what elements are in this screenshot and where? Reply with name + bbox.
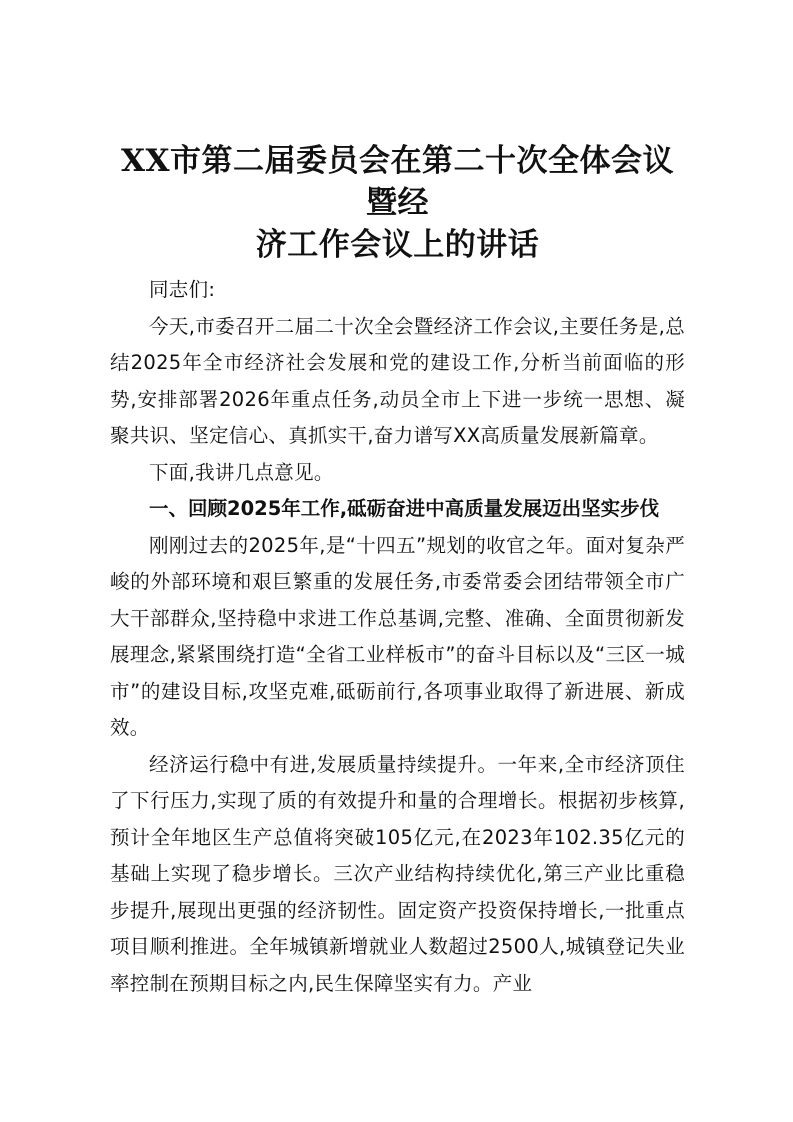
intro-paragraph: 今天,市委召开二届二十次全会暨经济工作会议,主要任务是,总结2025年全市经济社会发展和党的建设工作,分析当前面临的形势,安排部署2026年重点任务,动员全市上下进一步统一思想、凝聚共识、坚定信心、真抓实干,奋力谱写XX高质量发展新篇章。 xyxy=(110,314,685,447)
document-page xyxy=(110,140,685,1002)
economy-paragraph: 经济运行稳中有进,发展质量持续提升。一年来,全市经济顶住了下行压力,实现了质的有效提升和量的合理增长。根据初步核算,预计全年地区生产总值将突破105亿元,在2023年102.35亿元的基础上实现了稳步增长。三次产业结构持续优化,第三产业比重稳步提升,展现出更强的经济韧性。固定资产投资保持增长,一批重点项目顺利推进。全年城镇新增就业人数超过2500人,城镇登记失业率控制在预期目标之内,民生保障坚实有力。产业 xyxy=(110,752,685,995)
review-paragraph: 刚刚过去的2025年,是“十四五”规划的收官之年。面对复杂严峻的外部环境和艰巨繁重的发展任务,市委常委会团结带领全市广大干部群众,坚持稳中求进工作总基调,完整、准确、全面贯彻新发展理念,紧紧围绕打造“全省工业样板市”的奋斗目标以及“三区一城市”的建设目标,攻坚克难,砥砺前行,各项事业取得了新进展、新成效。 xyxy=(110,533,685,739)
title-line-1: XX市第二届委员会在第二十次全体会议暨经 xyxy=(120,143,675,221)
document-title xyxy=(110,140,685,266)
salutation: 同志们: xyxy=(149,278,216,301)
section-heading-1: 一、回顾2025年工作,砥砺奋进中高质量发展迈出坚实步伐 xyxy=(149,497,660,520)
transition-paragraph: 下面,我讲几点意见。 xyxy=(149,460,334,484)
title-line-2: 济工作会议上的讲话 xyxy=(255,227,540,263)
